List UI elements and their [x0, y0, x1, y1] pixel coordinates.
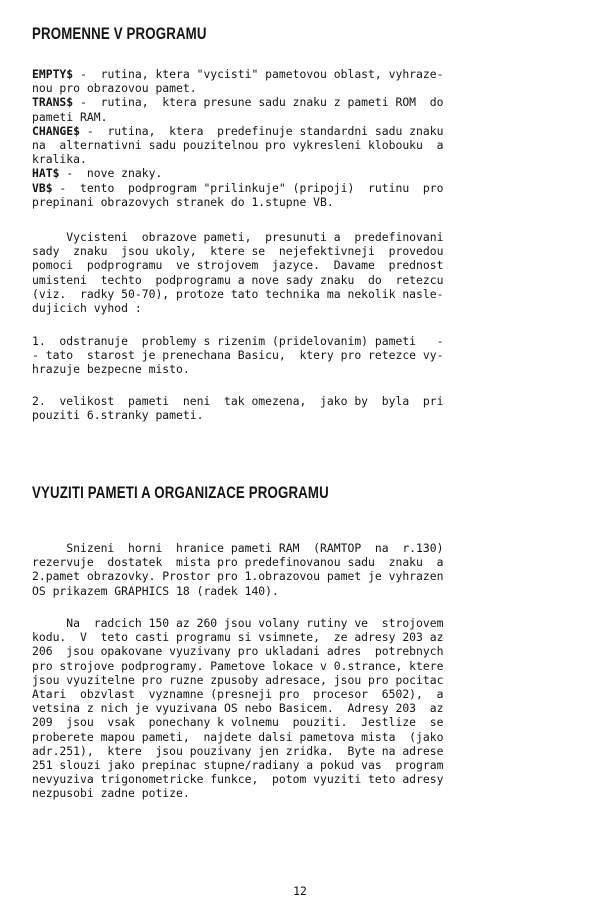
variable-entry-line [32, 181, 568, 195]
variable-name: TRANS$ [32, 95, 74, 110]
section-heading-variables: PROMENNE V PROGRAMU [32, 24, 207, 43]
variable-entry-line [32, 95, 568, 109]
paragraph-line: umisteni techto podprogramu a nove sady znaku do retezcu [32, 272, 444, 287]
variable-description: - rutina, ktera presune sadu znaku z pameti ROM do [73, 95, 444, 110]
variable-description-line: kralika. [32, 152, 87, 167]
paragraph-line: adr.251), ktere jsou pouzivany jen zridka. Byte na adrese [32, 743, 444, 758]
paragraph-line: nevyuziva trigonometricke funkce, potom vyuziti teto adresy [32, 772, 444, 787]
paragraph-line: - tato starost je prenechana Basicu, ktery pro retezce vy- [32, 348, 444, 363]
memory-paragraph [32, 616, 568, 801]
variable-name: EMPTY$ [32, 67, 74, 81]
paragraph-line: dujicich vyhod : [32, 301, 142, 316]
paragraph-line: 2.pamet obrazovky. Prostor pro 1.obrazovou pamet je vyhrazen [32, 569, 444, 584]
paragraph-line: (viz. radky 50-70), protoze tato technika ma nekolik nasle- [32, 286, 444, 301]
paragraph-line: 206 jsou opakovane vyuzivany pro ukladani adres potrebnych [32, 644, 444, 659]
paragraph-line: kodu. V teto casti programu si vsimnete, ze adresy 203 az [32, 630, 444, 645]
paragraph-line: sady znaku jsou ukoly, ktere se nejefektivneji provedou [32, 244, 444, 259]
paragraph-line: vetsina z nich je vyuzivana OS nebo Basicem. Adresy 203 az [32, 701, 444, 716]
paragraph-line: rezervuje dostatek mista pro predefinovanou sadu znaku a [32, 555, 444, 570]
paragraph-line: jsou vyuzitelne pro ruzne zpusoby adresace, jsou pro pocitac [32, 672, 444, 687]
paragraph-line: nezpusobi zadne potize. [32, 786, 190, 801]
variable-description-line: prepinani obrazovych stranek do 1.stupne VB. [32, 194, 334, 209]
paragraph-line: pomoci podprogramu ve strojovem jazyce. Davame prednost [32, 258, 444, 273]
variable-name: CHANGE$ [32, 123, 81, 138]
paragraph-line: 2. velikost pameti neni tak omezena, jako by byla pri [32, 394, 444, 408]
paragraph-line: pouziti 6.stranky pameti. [32, 408, 204, 423]
variable-entry-line [32, 67, 568, 81]
paragraph-line: OS prikazem GRAPHICS 18 (radek 140). [32, 583, 279, 598]
variable-entry-line [32, 166, 568, 180]
ramtop-paragraph [32, 541, 568, 598]
paragraph-line: Na radcich 150 az 260 jsou volany rutiny ve strojovem [32, 616, 444, 630]
variable-description-line: nou pro obrazovou pamet. [32, 81, 197, 96]
paragraph-line: 1. odstranuje problemy s rizenim (pridelovanim) pameti - [32, 334, 444, 348]
advantage-point-1 [32, 334, 568, 377]
paragraph-line: proberete mapou pameti, najdete dalsi pametova mista (jako [32, 729, 444, 744]
variable-description-line: na alternativni sadu pouzitelnou pro vykresleni klobouku a [32, 138, 444, 153]
intro-paragraph [32, 230, 568, 315]
page-number: 12 [293, 884, 307, 898]
variable-description: - nove znaky. [59, 166, 163, 181]
paragraph-line: 251 slouzi jako prepinac stupne/radiany a pokud vas program [32, 758, 444, 773]
paragraph-line: Atari obzvlast vyznamne (presneji pro procesor 6502), a [32, 687, 444, 702]
paragraph-line: hrazuje bezpecne misto. [32, 362, 190, 377]
paragraph-line: Snizeni horni hranice pameti RAM (RAMTOP na r.130) [32, 541, 444, 555]
paragraph-line: pro strojove podprogramy. Pametove lokace v 0.strance, ktere [32, 658, 444, 673]
variable-name: HAT$ [32, 166, 60, 181]
variable-description: - tento podprogram "prilinkuje" (pripoji) rutinu pro [52, 180, 444, 195]
variable-description: - rutina, ktera "vycisti" pametovou oblast, vyhraze- [73, 67, 444, 81]
paragraph-line: 209 jsou vsak ponechany k volnemu pouziti. Jestlize se [32, 715, 444, 730]
variable-list [32, 67, 568, 209]
section-heading-memory: VYUZITI PAMETI A ORGANIZACE PROGRAMU [32, 483, 329, 502]
variable-entry-line [32, 124, 568, 138]
variable-name: VB$ [32, 180, 53, 195]
advantage-point-2 [32, 394, 568, 422]
paragraph-line: Vycisteni obrazove pameti, presunuti a predefinovani [32, 230, 444, 244]
variable-description-line: pameti RAM. [32, 109, 108, 124]
variable-description: - rutina, ktera predefinuje standardni sadu znaku [80, 123, 444, 138]
